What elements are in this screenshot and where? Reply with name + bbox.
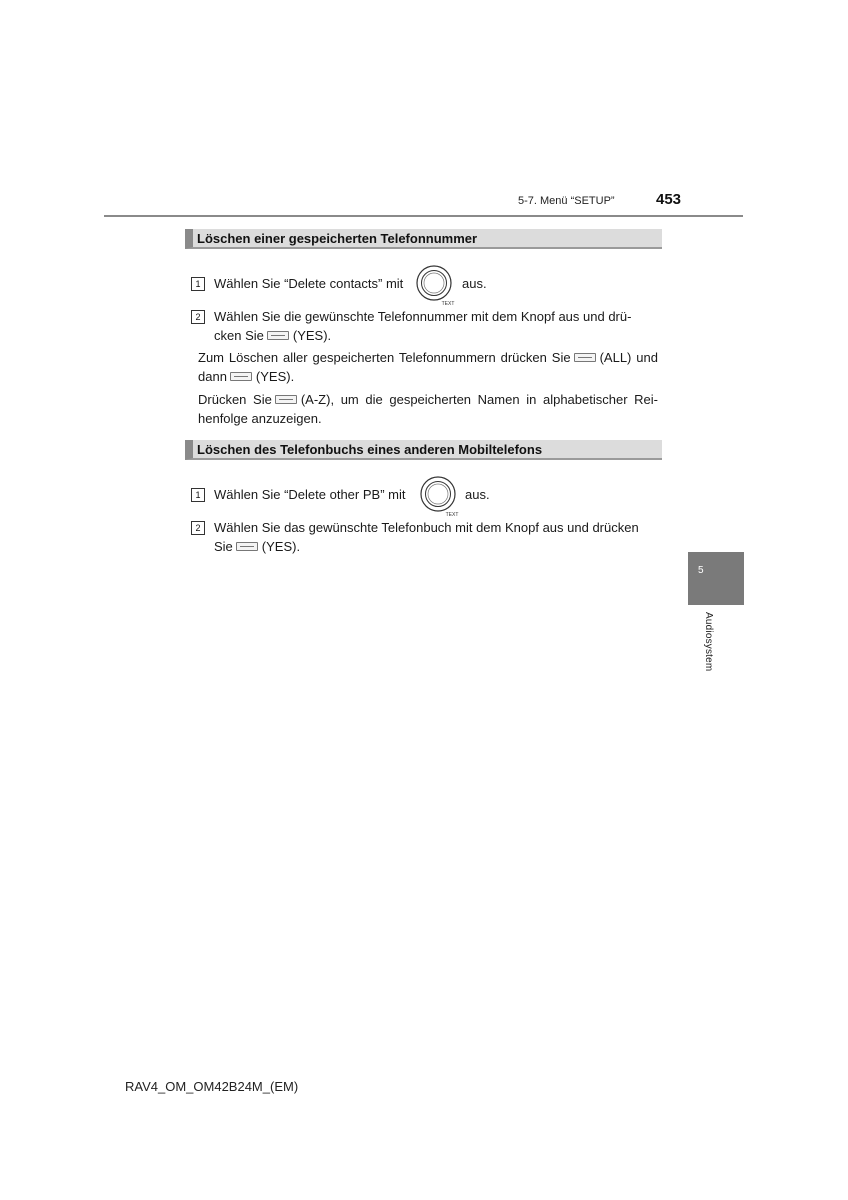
- chapter-number: 5: [698, 565, 704, 576]
- knob-label: TEXT: [441, 301, 455, 307]
- step-number: 1: [191, 277, 205, 291]
- section-heading-delete-number: Löschen einer gespeicherten Telefonnummer: [185, 229, 662, 249]
- note-paragraph: Zum Löschen aller gespeicherten Telefonnummern drücken Sie (ALL) und dann (YES).: [198, 350, 659, 384]
- step-text: Wählen Sie “Delete contacts” mit: [214, 276, 404, 291]
- step-number: 1: [191, 488, 205, 502]
- chapter-label: Audiosystem: [703, 612, 714, 672]
- screen-button-icon: [574, 353, 596, 362]
- screen-button-icon: [230, 372, 252, 381]
- note-paragraph: Drücken Sie (A-Z), um die gespeicherten Namen in alphabetischer Rei-henfolge anzuzeigen.: [198, 392, 658, 426]
- section-breadcrumb: 5-7. Menü “SETUP”: [518, 195, 615, 207]
- chapter-tab: [688, 552, 744, 605]
- step-text-line2: Sie (YES).: [214, 539, 301, 554]
- step-number: 2: [191, 310, 205, 324]
- section-heading-delete-phonebook: Löschen des Telefonbuchs eines anderen Mobiltelefons: [185, 440, 662, 460]
- screen-button-icon: [267, 331, 289, 340]
- step-text: Wählen Sie die gewünschte Telefonnummer mit dem Knopf aus und drü-: [214, 309, 632, 324]
- document-code: RAV4_OM_OM42B24M_(EM): [125, 1079, 299, 1094]
- step-text: Wählen Sie das gewünschte Telefonbuch mit dem Knopf aus und drücken: [214, 520, 639, 535]
- header-divider: [104, 215, 743, 217]
- step-text: Wählen Sie “Delete other PB” mit: [214, 487, 406, 502]
- screen-button-icon: [275, 395, 297, 404]
- step-text-line2: cken Sie (YES).: [214, 328, 332, 343]
- tune-knob-icon: [416, 474, 460, 518]
- step-text-suffix: aus.: [465, 487, 490, 502]
- page-number: 453: [656, 191, 682, 208]
- knob-label: TEXT: [445, 512, 459, 518]
- tune-knob-icon: [412, 263, 456, 307]
- step-number: 2: [191, 521, 205, 535]
- step-text-suffix: aus.: [462, 276, 487, 291]
- screen-button-icon: [236, 542, 258, 551]
